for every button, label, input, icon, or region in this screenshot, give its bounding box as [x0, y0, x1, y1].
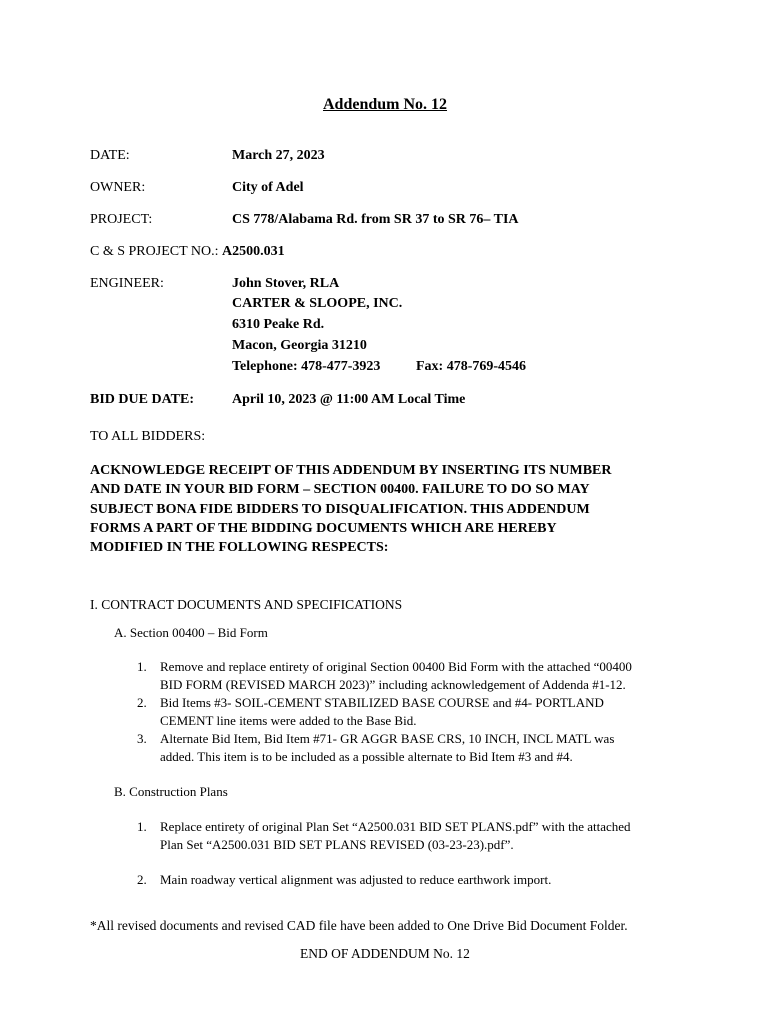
to-all-bidders: TO ALL BIDDERS:	[90, 429, 206, 444]
acknowledge-line: AND DATE IN YOUR BID FORM – SECTION 00400. FAILURE TO DO SO MAY	[90, 482, 590, 498]
list-item-line: BID FORM (REVISED MARCH 2023)” including acknowledgement of Addenda #1-12.	[160, 677, 626, 692]
cs-project-value: A2500.031	[222, 244, 285, 259]
engineer-telephone: Telephone: 478-477-3923	[232, 359, 381, 374]
date-label: DATE:	[90, 148, 130, 163]
list-item-number: 2.	[137, 695, 147, 710]
cs-project-label-text: C & S PROJECT NO.:	[90, 244, 219, 259]
engineer-fax: Fax: 478-769-4546	[416, 359, 527, 374]
section-i-heading: I. CONTRACT DOCUMENTS AND SPECIFICATIONS	[90, 597, 403, 612]
engineer-label: ENGINEER:	[90, 276, 164, 291]
list-item-line: Alternate Bid Item, Bid Item #71- GR AGGR BASE CRS, 10 INCH, INCL MATL was	[160, 731, 615, 746]
list-item-line: Plan Set “A2500.031 BID SET PLANS REVISED (03-23-23).pdf”.	[160, 837, 514, 852]
engineer-line-3: 6310 Peake Rd.	[232, 317, 325, 332]
acknowledge-line: SUBJECT BONA FIDE BIDDERS TO DISQUALIFICATION. THIS ADDENDUM	[90, 501, 590, 517]
owner-value: City of Adel	[232, 180, 304, 195]
owner-label: OWNER:	[90, 180, 146, 195]
list-item-line: added. This item is to be included as a possible alternate to Bid Item #3 and #4.	[160, 749, 573, 764]
document-title: Addendum No. 12	[322, 96, 448, 113]
acknowledge-line: ACKNOWLEDGE RECEIPT OF THIS ADDENDUM BY INSERTING ITS NUMBER	[90, 463, 612, 478]
end-of-addendum: END OF ADDENDUM No. 12	[300, 946, 470, 961]
engineer-line-4: Macon, Georgia 31210	[232, 338, 367, 353]
list-item-line: Main roadway vertical alignment was adjusted to reduce earthwork import.	[160, 872, 552, 887]
acknowledge-line: FORMS A PART OF THE BIDDING DOCUMENTS WHICH ARE HEREBY	[90, 520, 557, 536]
bid-due-value: April 10, 2023 @ 11:00 AM Local Time	[232, 392, 466, 407]
bid-due-label: BID DUE DATE:	[90, 392, 194, 407]
subsection-b-heading: B. Construction Plans	[114, 784, 228, 799]
project-value: CS 778/Alabama Rd. from SR 37 to SR 76– TIA	[232, 212, 519, 227]
list-item-number: 2.	[137, 872, 147, 887]
engineer-line-2: CARTER & SLOOPE, INC.	[232, 296, 403, 311]
acknowledge-paragraph	[90, 461, 690, 557]
footnote: *All revised documents and revised CAD file have been added to One Drive Bid Document Folder.	[90, 918, 628, 933]
list-item-number: 1.	[137, 659, 147, 674]
cs-project-label	[90, 242, 285, 261]
project-label: PROJECT:	[90, 212, 153, 227]
list-item-line: Bid Items #3- SOIL-CEMENT STABILIZED BASE COURSE and #4- PORTLAND	[160, 695, 604, 710]
list-item-number: 1.	[137, 819, 147, 834]
list-item-line: Remove and replace entirety of original Section 00400 Bid Form with the attached “00400	[160, 659, 632, 674]
list-b	[0, 818, 770, 893]
date-value: March 27, 2023	[232, 148, 325, 163]
acknowledge-line: MODIFIED IN THE FOLLOWING RESPECTS:	[90, 540, 389, 556]
subsection-a-heading: A. Section 00400 – Bid Form	[114, 625, 268, 640]
list-item-line: CEMENT line items were added to the Base Bid.	[160, 713, 417, 728]
list-item-line: Replace entirety of original Plan Set “A2500.031 BID SET PLANS.pdf” with the attached	[160, 819, 631, 834]
engineer-line-1: John Stover, RLA	[232, 276, 340, 291]
list-item-number: 3.	[137, 731, 147, 746]
list-a	[0, 658, 770, 768]
